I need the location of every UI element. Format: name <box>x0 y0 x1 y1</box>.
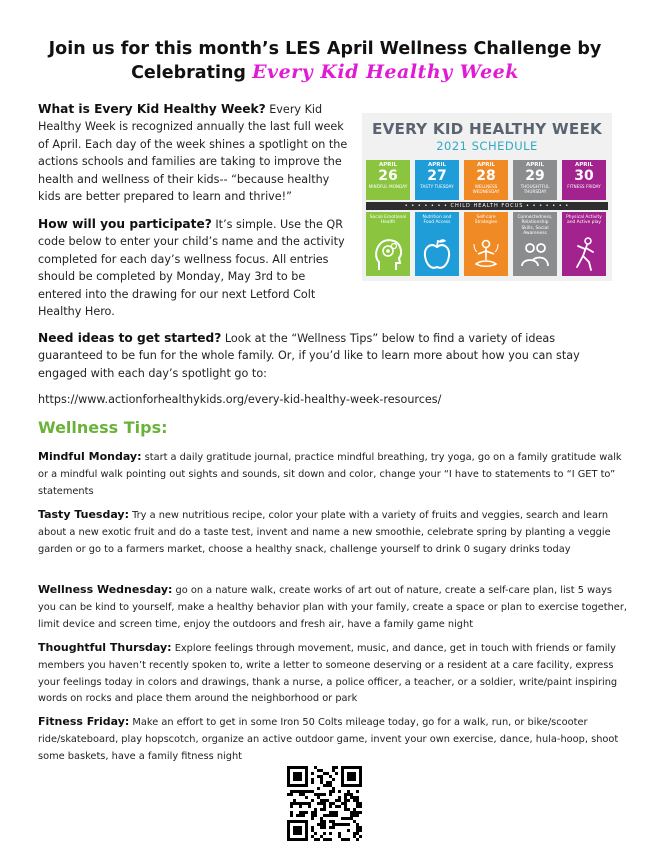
day-name: WELLNESS WEDNESDAY <box>472 184 500 194</box>
tip-thoughtful-thursday <box>38 640 628 708</box>
day-card-tuesday <box>415 160 459 200</box>
ideas-heading: Need ideas to get started? <box>38 331 222 345</box>
day-name: TASTY TUESDAY <box>420 184 454 189</box>
how-heading: How will you participate? <box>38 217 212 231</box>
day-number: 29 <box>525 168 545 184</box>
what-body: Every Kid Healthy Week is recognized annually the last full week of April. Each day of the week shines a spotlight on the actions schools and families are taking to improve the health and wellness of their kids-- “because healthy kids are better prepared to learn and thrive!” <box>38 103 348 204</box>
people-icon <box>520 236 550 272</box>
day-month: APRIL <box>574 162 594 168</box>
day-month: APRIL <box>427 162 447 168</box>
tip-label: Mindful Monday: <box>38 450 142 463</box>
ideas-paragraph <box>38 330 623 382</box>
tip-label: Fitness Friday: <box>38 715 130 728</box>
meditation-icon <box>471 236 501 272</box>
tip-label: Thoughtful Thursday: <box>38 641 172 654</box>
day-number: 28 <box>476 168 496 184</box>
schedule-graphic <box>362 113 612 281</box>
focus-label: CHILD HEALTH FOCUS <box>450 203 524 209</box>
day-number: 26 <box>378 168 398 184</box>
day-month: APRIL <box>476 162 496 168</box>
focus-card-tuesday <box>415 212 459 276</box>
qr-code[interactable] <box>287 766 362 841</box>
focus-text: Self-care Strategies <box>474 215 498 226</box>
tip-text: Explore feelings through movement, music, and dance, get in touch with friends or family members you haven’t recently spoken to, write a letter to someone deserving or a resident at a care facility, express your feelings today in colors and drawings, thank a nurse, a police officer, a teacher, or a soldier, write/paint inspiring words on rocks and place them around the neighborhood or park <box>38 643 618 705</box>
schedule-subtitle: 2021 SCHEDULE <box>436 139 538 153</box>
exercise-icon <box>569 236 599 272</box>
tip-label: Wellness Wednesday: <box>38 583 173 596</box>
resources-link[interactable]: https://www.actionforhealthykids.org/every-kid-healthy-week-resources/ <box>38 393 442 406</box>
page-title <box>20 38 630 85</box>
what-heading: What is Every Kid Healthy Week? <box>38 102 266 116</box>
day-card-wednesday <box>464 160 508 200</box>
day-name: MINDFUL MONDAY <box>368 184 408 189</box>
focus-bar: • • • • • • • CHILD HEALTH FOCUS • • • • • • • <box>366 202 608 210</box>
day-card-monday <box>366 160 410 200</box>
tip-text: go on a nature walk, create works of art out of nature, create a self-care plan, list 5 ways you can be kind to yourself, make a healthy behavior plan with your family, create a space or plan to exercise together, limit device and screen time, enjoy the outdoors and fresh air, have a family game night <box>38 585 627 630</box>
tips-heading: Wellness Tips: <box>38 418 168 437</box>
day-name: THOUGHTFUL THURSDAY <box>520 184 550 194</box>
day-number: 27 <box>427 168 447 184</box>
title-line-2 <box>20 61 630 85</box>
how-paragraph <box>38 216 350 320</box>
day-number: 30 <box>574 168 594 184</box>
title-highlight: Every Kid Healthy Week <box>252 61 519 83</box>
focus-text: Nutrition and Food Access <box>422 215 452 226</box>
focus-card-friday <box>562 212 606 276</box>
schedule-title: EVERY KID HEALTHY WEEK <box>372 120 602 138</box>
apple-icon <box>422 236 452 272</box>
tip-text: start a daily gratitude journal, practice mindful breathing, try yoga, go on a family gratitude walk or a mindful walk pointing out sights and sounds, sit down and color, change your “I have to statements to “I GET to” statements <box>38 452 622 497</box>
tip-text: Make an effort to get in some Iron 50 Colts mileage today, go for a walk, run, or bike/scooter ride/skateboard, play hopscotch, organize an active outdoor game, invent your own exercise, dance, hula-hoop, shoot some baskets, have a family fitness night <box>38 717 619 762</box>
what-paragraph <box>38 101 350 205</box>
head-gears-icon <box>373 236 403 272</box>
focus-card-monday <box>366 212 410 276</box>
how-body: It’s simple. Use the QR code below to enter your child’s name and the activity completed for each day’s wellness focus. All entries should be completed by Monday, May 3rd to be entered into the drawing for our next Letford Colt Healthy Hero. <box>38 218 345 319</box>
tip-fitness-friday <box>38 714 628 765</box>
ideas-body: Look at the “Wellness Tips” below to find a variety of ideas guaranteed to be fun for the whole family. Or, if you’d like to learn more about how you can stay engaged with each day’s spotlight go to: <box>38 332 580 380</box>
day-name: FITNESS FRIDAY <box>567 184 601 189</box>
day-month: APRIL <box>525 162 545 168</box>
tip-text: Try a new nutritious recipe, color your plate with a variety of fruits and veggies, search and learn about a new exotic fruit and do a taste test, invent and name a new smoothie, celebrate spring by planting a veggie garden or go to a farmers market, choose a healthy snack, challenge yourself to drink 0 sugary drinks today <box>38 510 611 555</box>
focus-text: Social Emotional Health <box>369 215 407 226</box>
tip-mindful-monday <box>38 449 628 500</box>
tip-tasty-tuesday <box>38 507 628 558</box>
tip-label: Tasty Tuesday: <box>38 508 129 521</box>
day-month: APRIL <box>378 162 398 168</box>
day-card-thursday <box>513 160 557 200</box>
focus-card-thursday <box>513 212 557 276</box>
focus-text: Physical Activity and Active play <box>566 215 602 226</box>
tip-wellness-wednesday <box>38 582 628 633</box>
title-line-1: Join us for this month’s LES April Wellness Challenge by <box>48 39 602 59</box>
day-card-friday <box>562 160 606 200</box>
focus-text: Connectedness, Relationship Skills, Social Awareness <box>517 215 553 237</box>
title-prefix: Celebrating <box>131 63 253 83</box>
focus-card-wednesday <box>464 212 508 276</box>
